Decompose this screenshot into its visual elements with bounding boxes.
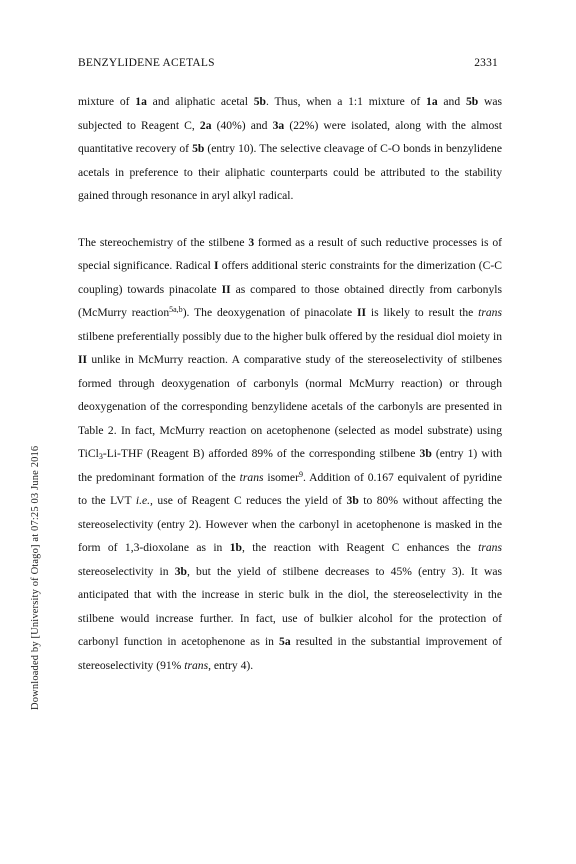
subscript: 3 — [98, 452, 103, 461]
body-text — [78, 90, 502, 677]
compound-label: 5b — [192, 142, 205, 155]
compound-label: 2a — [199, 118, 212, 132]
compound-label: 5b — [253, 95, 266, 108]
reference-superscript: 9 — [298, 469, 303, 479]
italic-term: trans — [478, 306, 502, 319]
page-header — [78, 57, 498, 75]
compound-label: 5a — [279, 635, 291, 648]
compound-label: 1a — [135, 95, 147, 108]
running-title: BENZYLIDENE ACETALS — [78, 57, 215, 69]
reference-superscript: 5a,b — [169, 305, 183, 314]
compound-label: 3b — [346, 494, 359, 507]
paragraph-1: mixture of 1a and aliphatic acetal 5b. Thus, when a 1:1 mixture of 1a and 5b was subjected to Reagent C, 2a (40%) and 3a (22%) were isolated, along with the almost quantitative recovery of 5b (entry 10). The selective cleavage of C-O bonds in benzylidene acetals in preference to their aliphatic counterparts could be attributed to the stability gained through resonance in aryl alkyl radical. — [78, 95, 503, 202]
compound-label: I — [214, 259, 219, 272]
italic-term: i.e., — [135, 494, 153, 507]
compound-label: 1a — [426, 95, 438, 108]
compound-label: 1b — [229, 541, 242, 554]
paragraph-2: The stereochemistry of the stilbene 3 formed as a result of such reductive processes is of special significance. Radical I offers additional steric constraints for the dimerization (C-C coupling) towards pinacolate II as compared to those obtained directly from carbonyls (McMurry reaction$^{5a,b}$). The deoxygenation of pinacolate II is likely to result the trans stilbene preferentially possibly due to the higher bulk offered by the residual diol moiety in II unlike in McMurry reaction. A comparative study of the stereoselectivity of stilbenes formed through deoxygenation of carbonyls (normal McMurry reaction) or through deoxygenation of the corresponding benzylidene acetals of the carbonyls are presented in Table 2. In fact, McMurry reaction on acetophenone (selected as model substrate) using TiCl$_3$-Li-THF (Reagent B) afforded 89% of the corresponding stilbene 3b (entry 1) with the predominant formation of the trans isomer$^9$. Addition of 0.167 equivalent of pyridine to the LVT i.e., use of Reagent C reduces the yield of 3b to 80% without affecting the stereoselectivity (entry 2). However when the carbonyl in acetophenone is masked in the form of 1,3-dioxolane as in 1b, the reaction with Reagent C enhances the trans stereoselectivity in 3b, but the yield of stilbene decreases to 45% (entry 3). It was anticipated that with the increase in steric bulk in the diol, the stereoselectivity in the stilbene would increase further. In fact, use of bulkier alcohol for the protection of carbonyl function in acetophenone as in 5a resulted in the substantial improvement of stereoselectivity (91% trans, entry 4). — [78, 235, 503, 672]
compound-label: 3a — [272, 118, 285, 132]
compound-label: 3b — [174, 564, 187, 578]
compound-label: 3 — [248, 235, 255, 249]
compound-label: II — [357, 306, 367, 319]
italic-term: trans — [184, 658, 209, 672]
compound-label: 5b — [465, 95, 479, 108]
compound-label: II — [221, 282, 231, 296]
compound-label: II — [78, 353, 88, 366]
compound-label: 3b — [419, 447, 432, 460]
italic-term: trans — [239, 470, 264, 484]
download-note: Downloaded by [University of Otago] at 07:25 03 June 2016 — [30, 445, 41, 710]
italic-term: trans — [478, 541, 502, 554]
page-number: 2331 — [474, 57, 498, 69]
